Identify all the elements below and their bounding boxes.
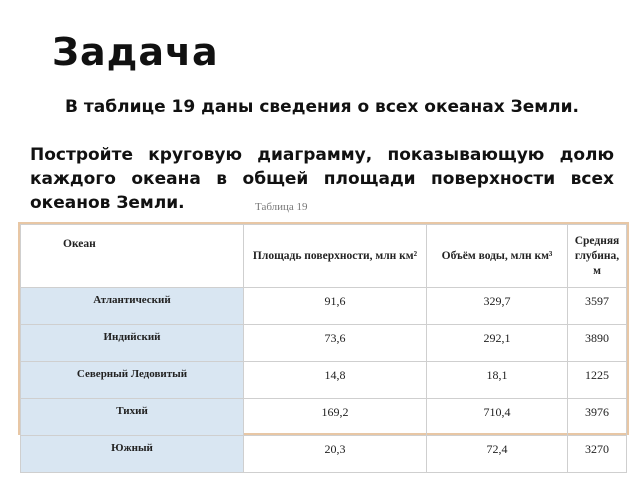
surface-area-cell: 91,6 bbox=[244, 288, 427, 325]
ocean-name: Тихий bbox=[21, 399, 244, 436]
table-row bbox=[21, 399, 627, 436]
ocean-name: Атлантический bbox=[21, 288, 244, 325]
table-row bbox=[21, 362, 627, 399]
average-depth-cell: 3270 bbox=[568, 436, 627, 473]
task-text: Постройте круговую диаграмму, показывающую долю каждого океана в общей площади поверхности всех океанов Земли. bbox=[30, 145, 614, 213]
intro-text: В таблице 19 даны сведения о всех океанах Земли. bbox=[65, 97, 579, 117]
table-row bbox=[21, 325, 627, 362]
water-volume-cell: 710,4 bbox=[427, 399, 568, 436]
header-average-depth: Средняя глубина, м bbox=[568, 225, 627, 288]
header-ocean: Океан bbox=[21, 225, 244, 288]
average-depth-cell: 3597 bbox=[568, 288, 627, 325]
average-depth-cell: 3890 bbox=[568, 325, 627, 362]
slide-title: Задача bbox=[52, 30, 219, 74]
average-depth-cell: 3976 bbox=[568, 399, 627, 436]
table-row bbox=[21, 436, 627, 473]
table-header-row bbox=[21, 225, 627, 288]
header-water-volume: Объём воды, млн км³ bbox=[427, 225, 568, 288]
water-volume-cell: 72,4 bbox=[427, 436, 568, 473]
surface-area-cell: 14,8 bbox=[244, 362, 427, 399]
surface-area-cell: 169,2 bbox=[244, 399, 427, 436]
water-volume-cell: 18,1 bbox=[427, 362, 568, 399]
surface-area-cell: 73,6 bbox=[244, 325, 427, 362]
ocean-name: Индийский bbox=[21, 325, 244, 362]
surface-area-cell: 20,3 bbox=[244, 436, 427, 473]
average-depth-cell: 1225 bbox=[568, 362, 627, 399]
water-volume-cell: 329,7 bbox=[427, 288, 568, 325]
ocean-name: Южный bbox=[21, 436, 244, 473]
header-surface-area: Площадь поверхности, млн км² bbox=[244, 225, 427, 288]
water-volume-cell: 292,1 bbox=[427, 325, 568, 362]
table-caption: Таблица 19 bbox=[255, 201, 308, 213]
table-row bbox=[21, 288, 627, 325]
ocean-name: Северный Ледовитый bbox=[21, 362, 244, 399]
oceans-table bbox=[18, 222, 629, 456]
